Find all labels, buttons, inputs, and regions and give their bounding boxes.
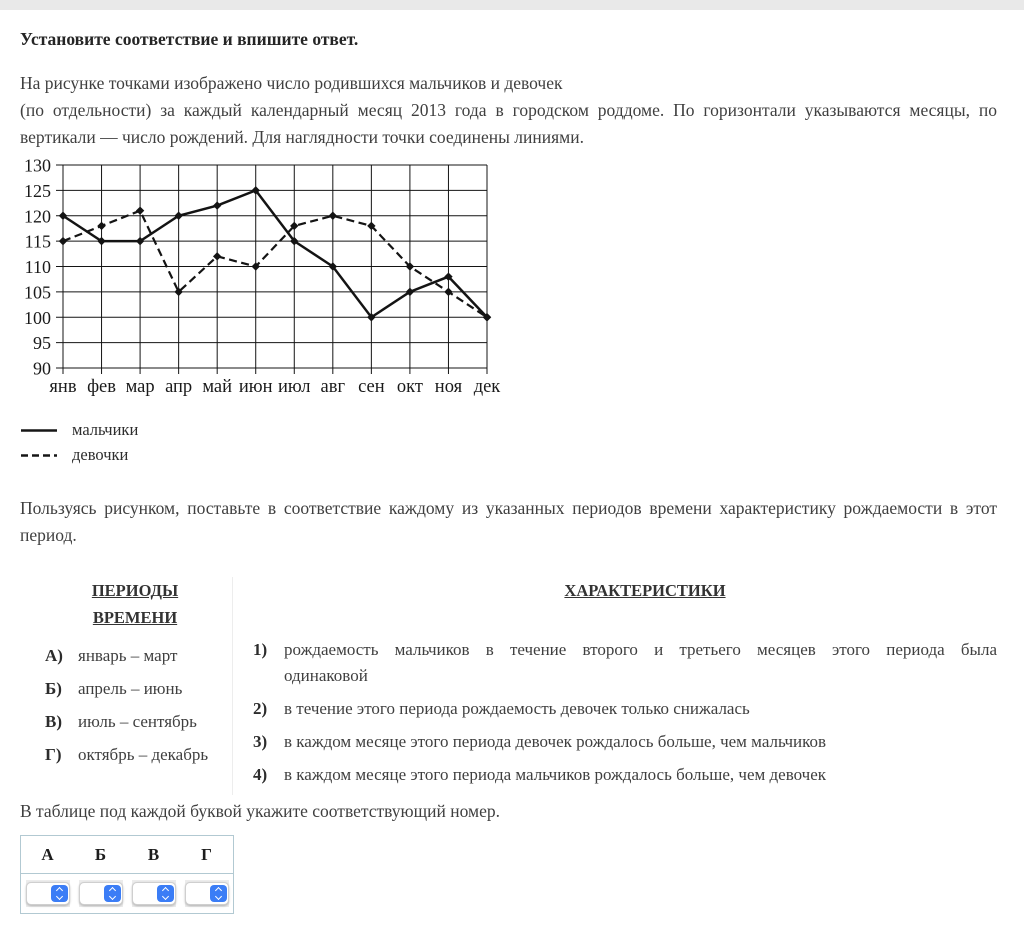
instruction-line-1: Пользуясь рисунком, поставьте в соответствие каждому из указанных периодов времени характеристику рождаемости в этот [20, 498, 997, 518]
intro-paragraph [20, 70, 997, 151]
period-key: Г) [45, 744, 62, 764]
legend-label-girls: девочки [72, 444, 129, 464]
svg-text:125: 125 [24, 180, 51, 201]
answer-table-caption: В таблице под каждой буквой укажите соответствующий номер. [20, 801, 500, 821]
periods-list [20, 642, 232, 768]
answer-table [20, 835, 234, 914]
instruction-line-2: период. [20, 525, 77, 545]
answer-select-g[interactable] [185, 882, 229, 905]
stepper-icon [210, 885, 227, 902]
period-key: А) [45, 645, 63, 665]
characteristics-column [233, 577, 997, 795]
svg-text:июн: июн [238, 377, 273, 397]
instruction-paragraph [20, 495, 997, 549]
svg-text:мар: мар [125, 377, 155, 397]
characteristic-item-1: 1) рождаемость мальчиков в течение второго и третьего месяцев этого периода была одинаковой [253, 637, 997, 689]
characteristics-header: ХАРАКТЕРИСТИКИ [564, 581, 726, 600]
svg-text:авг: авг [320, 377, 346, 397]
answer-col-b: Б [94, 844, 107, 864]
characteristics-list [253, 637, 997, 788]
answer-table-header [21, 836, 233, 874]
answer-col-a: А [41, 844, 54, 864]
top-gray-bar [0, 0, 1024, 10]
svg-text:окт: окт [396, 377, 423, 397]
svg-text:120: 120 [24, 206, 51, 227]
svg-text:105: 105 [24, 282, 51, 303]
legend-row-boys [20, 417, 997, 442]
period-label: январь – март [78, 645, 178, 665]
period-label: июль – сентябрь [78, 711, 197, 731]
svg-text:май: май [202, 377, 233, 397]
legend-line-dashed-icon [20, 451, 58, 459]
legend-label-boys: мальчики [72, 419, 139, 439]
characteristic-item-2: 2) в течение этого периода рождаемость девочек только снижалась [253, 696, 997, 722]
period-item-g [20, 741, 232, 768]
intro-line-3: вертикали — число рождений. Для наглядности точки соединены линиями. [20, 127, 584, 147]
svg-text:янв: янв [49, 377, 77, 397]
period-item-a [20, 642, 232, 669]
intro-line-1: На рисунке точками изображено число родившихся мальчиков и девочек [20, 73, 563, 93]
characteristic-number: 3) [253, 732, 268, 751]
period-key: Б) [45, 678, 62, 698]
svg-text:июл: июл [278, 377, 311, 397]
svg-text:130: 130 [24, 155, 51, 176]
period-label: апрель – июнь [78, 678, 183, 698]
svg-text:ноя: ноя [434, 377, 463, 397]
legend-line-solid-icon [20, 426, 58, 434]
periods-header: ПЕРИОДЫ ВРЕМЕНИ [91, 581, 179, 627]
svg-text:фев: фев [87, 377, 117, 397]
answer-select-v[interactable] [132, 882, 176, 905]
page-content [0, 29, 1024, 914]
answer-table-body [21, 874, 233, 913]
svg-text:сен: сен [358, 377, 385, 397]
svg-text:90: 90 [33, 358, 51, 379]
svg-text:100: 100 [24, 307, 51, 328]
characteristic-item-4: 4) в каждом месяце этого периода мальчиков рождалось больше, чем девочек [253, 762, 997, 788]
answer-select-a[interactable] [26, 882, 70, 905]
period-item-b [20, 675, 232, 702]
stepper-icon [51, 885, 68, 902]
svg-text:апр: апр [165, 377, 193, 397]
legend-row-girls [20, 442, 997, 467]
characteristic-item-3: 3) в каждом месяце этого периода девочек рождалось больше, чем мальчиков [253, 729, 997, 755]
intro-line-2: (по отдельности) за каждый календарный месяц 2013 года в городском роддоме. По горизонтали указываются месяцы, по [20, 100, 997, 120]
chart-legend [20, 417, 997, 467]
answer-col-g: Г [201, 844, 212, 864]
svg-text:дек: дек [473, 377, 501, 397]
answer-select-b[interactable] [79, 882, 123, 905]
svg-text:115: 115 [24, 231, 51, 252]
stepper-icon [157, 885, 174, 902]
births-chart [20, 153, 530, 401]
stepper-icon [104, 885, 121, 902]
period-key: В) [45, 711, 62, 731]
period-label: октябрь – декабрь [78, 744, 209, 764]
periods-column [20, 577, 233, 795]
svg-text:110: 110 [24, 257, 51, 277]
characteristic-number: 4) [253, 765, 268, 784]
answer-col-v: В [147, 844, 160, 864]
page-title: Установите соответствие и впишите ответ. [20, 29, 359, 49]
characteristic-number: 1) [253, 640, 268, 659]
characteristic-number: 2) [253, 699, 268, 718]
period-item-v [20, 708, 232, 735]
matching-section [20, 577, 997, 795]
svg-text:95: 95 [33, 333, 51, 354]
